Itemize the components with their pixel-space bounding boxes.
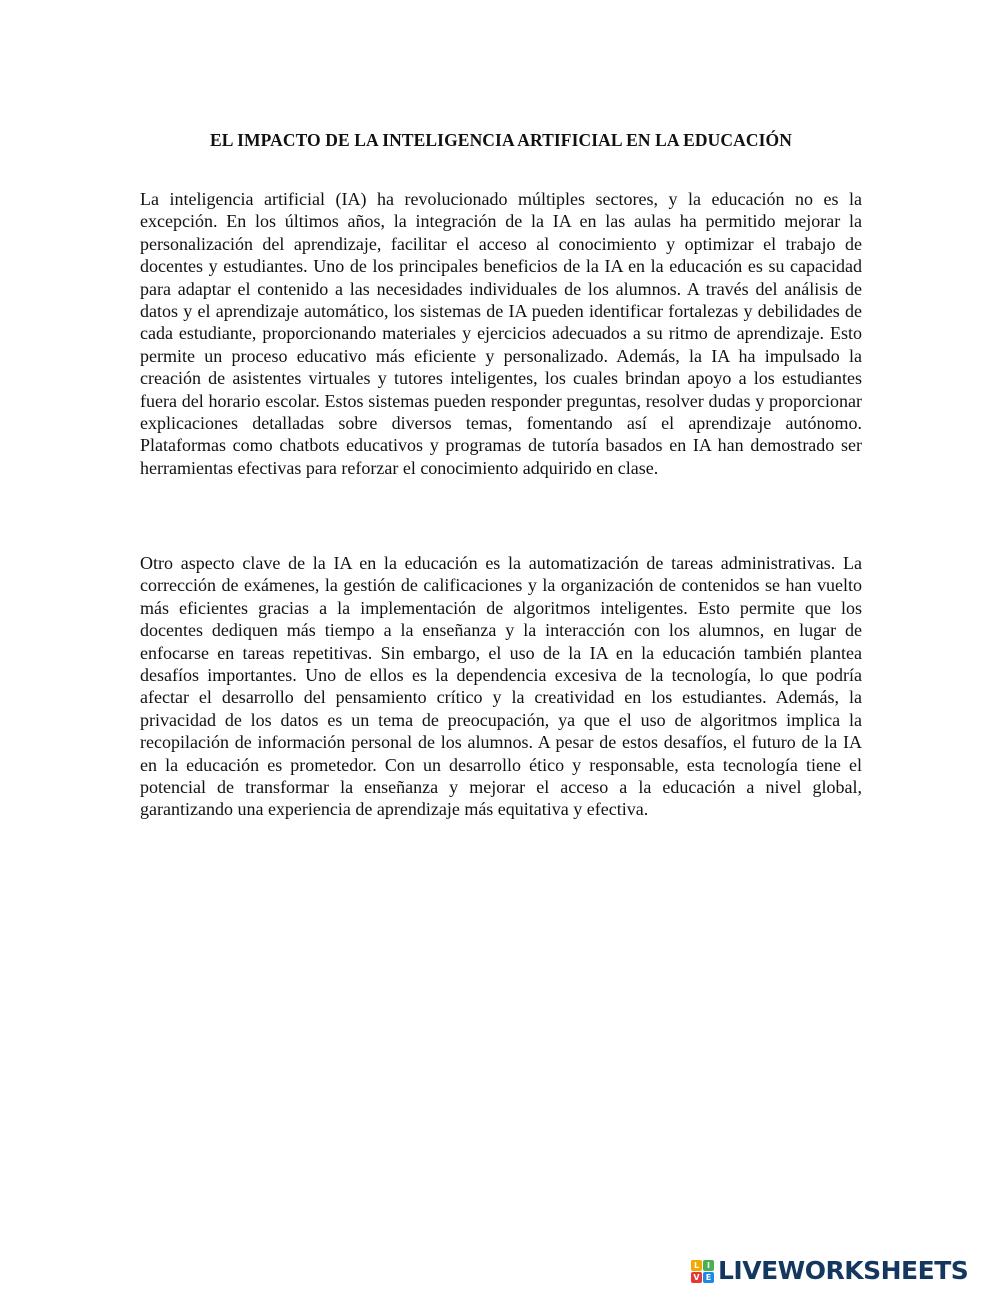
logo-mark-letter-e: E	[703, 1272, 714, 1283]
logo-mark-icon	[691, 1260, 714, 1283]
logo-mark-letter-v: V	[691, 1272, 702, 1283]
logo-mark-letter-i: I	[703, 1260, 714, 1271]
logo-mark-letter-l: L	[691, 1260, 702, 1271]
paragraph-1: La inteligencia artificial (IA) ha revolucionado múltiples sectores, y la educación no es la excepción. En los últimos años, la integración de la IA en las aulas ha permitido mejorar la personalización del aprendizaje, facilitar el acceso al conocimiento y optimizar el trabajo de docentes y estudiantes. Uno de los principales beneficios de la IA en la educación es su capacidad para adaptar el contenido a las necesidades individuales de los alumnos. A través del análisis de datos y el aprendizaje automático, los sistemas de IA pueden identificar fortalezas y debilidades de cada estudiante, proporcionando materiales y ejercicios adecuados a su ritmo de aprendizaje. Esto permite un proceso educativo más eficiente y personalizado. Además, la IA ha impulsado la creación de asistentes virtuales y tutores inteligentes, los cuales brindan apoyo a los estudiantes fuera del horario escolar. Estos sistemas pueden responder preguntas, resolver dudas y proporcionar explicaciones detalladas sobre diversos temas, fomentando así el aprendizaje autónomo. Plataformas como chatbots educativos y programas de tutoría basados en IA han demostrado ser herramientas efectivas para reforzar el conocimiento adquirido en clase.	[140, 189, 862, 478]
page-title: EL IMPACTO DE LA INTELIGENCIA ARTIFICIAL EN LA EDUCACIÓN	[210, 129, 792, 150]
liveworksheets-logo	[691, 1257, 968, 1285]
logo-text: LIVEWORKSHEETS	[718, 1256, 969, 1285]
paragraph-2: Otro aspecto clave de la IA en la educación es la automatización de tareas administrativas. La corrección de exámenes, la gestión de calificaciones y la organización de contenidos se han vuelto más eficientes gracias a la implementación de algoritmos inteligentes. Esto permite que los docentes dediquen más tiempo a la enseñanza y la interacción con los alumnos, en lugar de enfocarse en tareas repetitivas. Sin embargo, el uso de la IA en la educación también plantea desafíos importantes. Uno de ellos es la dependencia excesiva de la tecnología, lo que podría afectar el desarrollo del pensamiento crítico y la creatividad en los estudiantes. Además, la privacidad de los datos es un tema de preocupación, ya que el uso de algoritmos implica la recopilación de información personal de los alumnos. A pesar de estos desafíos, el futuro de la IA en la educación es prometedor. Con un desarrollo ético y responsable, esta tecnología tiene el potencial de transformar la enseñanza y mejorar el acceso a la educación a nivel global, garantizando una experiencia de aprendizaje más equitativa y efectiva.	[140, 553, 862, 820]
